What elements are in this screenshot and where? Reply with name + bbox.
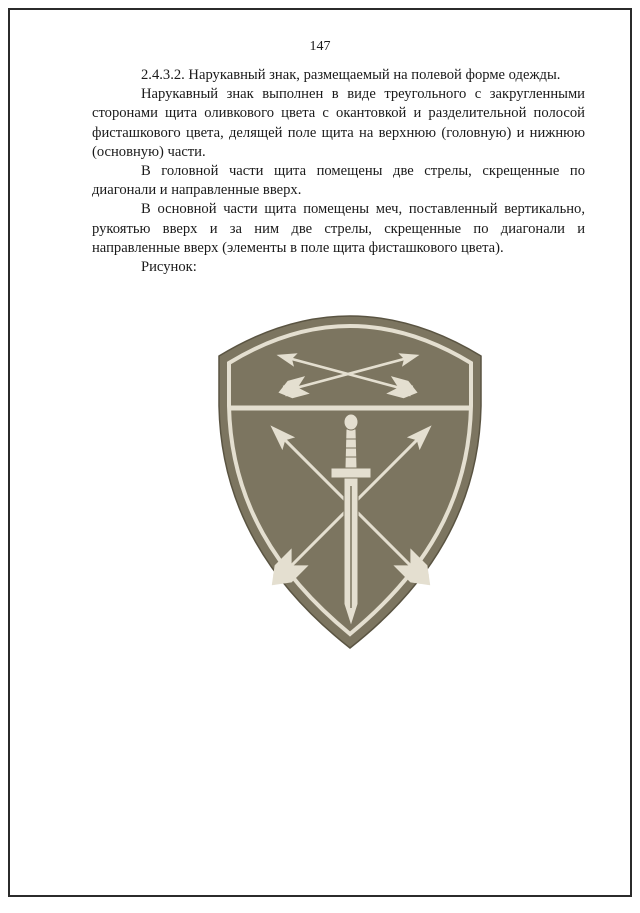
document-page [8,8,632,897]
paragraph-description: Нарукавный знак выполнен в виде треугольного с закругленными сторонами щита оливкового цвета с окантовкой и разделительной полосой фисташкового цвета, делящей поле щита на верхнюю (головную) и нижнюю (основную) части. [92,86,585,160]
sleeve-badge-image [217,308,483,650]
paragraph-main-part: В основной части щита помещены меч, поставленный вертикально, рукоятью вверх и за ним две стрелы, скрещенные по диагонали и направленные вверх (элементы в поле щита фисташкового цвета). [92,201,585,256]
section-heading: 2.4.3.2. Нарукавный знак, размещаемый на полевой форме одежды. [141,67,561,83]
paragraph-head-part: В головной части щита помещены две стрелы, скрещенные по диагонали и направленные вверх. [92,163,585,199]
page-number: 147 [309,39,331,54]
figure-caption: Рисунок: [141,259,197,276]
document-text [92,66,585,277]
